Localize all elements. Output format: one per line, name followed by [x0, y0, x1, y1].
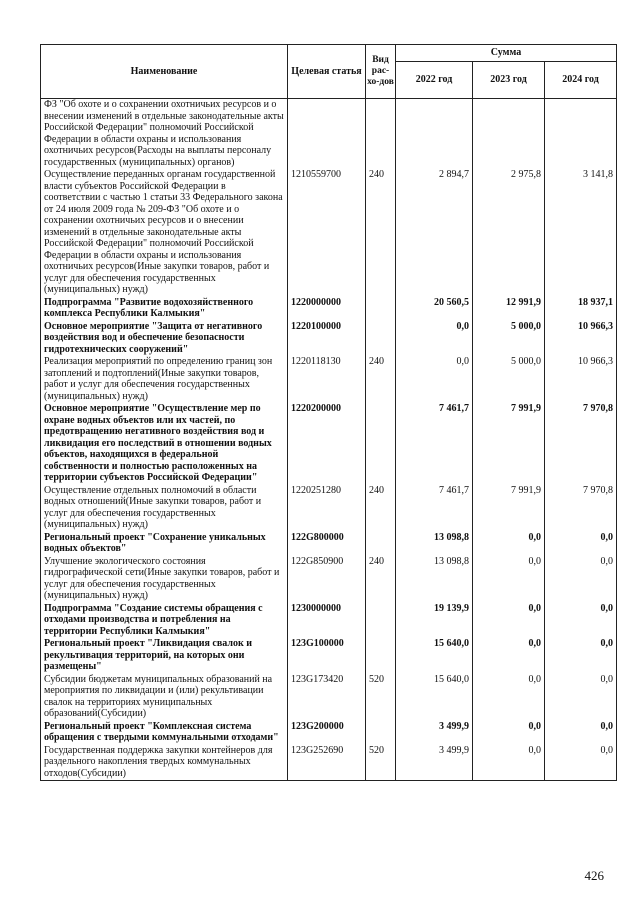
table-row: [41, 674, 617, 721]
row-target-code: 123G252690: [288, 745, 366, 781]
table-row: [41, 356, 617, 403]
table-row: [41, 532, 617, 556]
row-expense-type: 520: [366, 745, 396, 781]
row-value-2022: 15 640,0: [396, 638, 473, 674]
row-name: Подпрограмма "Создание системы обращения с отходами производства и потребления на территории Республики Калмыкия": [41, 603, 288, 639]
row-target-code: 1220118130: [288, 356, 366, 403]
budget-table: [40, 44, 617, 781]
row-value-2024: 10 966,3: [545, 321, 617, 357]
row-expense-type: [366, 321, 396, 357]
row-name: Основное мероприятие "Осуществление мер по охране водных объектов или их частей, по предотвращению негативного воздействия вод и ликвидация его последствий в отношении водных объектов, находящихся в федеральной собственности и полностью расположенных на территории субъектов Российской Федерации": [41, 403, 288, 485]
row-value-2024: 18 937,1: [545, 297, 617, 321]
row-target-code: 1220000000: [288, 297, 366, 321]
row-name: Осуществление переданных органам государственной власти субъектов Российской Федерации в соответствии с частью 1 статьи 33 Федерального закона от 24 июля 2009 года № 209-ФЗ "Об охоте и о сохранении охотничьих ресурсов и о внесении изменений в отдельные законодательные акты Российской Федерации" полномочий Российской Федерации в области охраны и использования охотничьих ресурсов(Иные закупки товаров, работ и услуг для обеспечения государственных (муниципальных) нужд): [41, 169, 288, 297]
row-name: ФЗ "Об охоте и о сохранении охотничьих ресурсов и о внесении изменений в отдельные законодательные акты Российской Федерации" полномочий Российской Федерации в области охраны и использования охотничьих ресурсов(Расходы на выплаты персоналу государственных (муниципальных) органов): [41, 99, 288, 170]
row-target-code: 122G800000: [288, 532, 366, 556]
row-value-2023: 12 991,9: [473, 297, 545, 321]
row-value-2024: 0,0: [545, 721, 617, 745]
row-name: Субсидии бюджетам муниципальных образований на мероприятия по ликвидации и (или) рекультивации свалок на территориях муниципальных образований(Субсидии): [41, 674, 288, 721]
row-value-2022: 3 499,9: [396, 745, 473, 781]
row-target-code: 123G200000: [288, 721, 366, 745]
row-expense-type: [366, 403, 396, 485]
row-target-code: 1220251280: [288, 485, 366, 532]
row-value-2023: 0,0: [473, 674, 545, 721]
row-value-2023: 0,0: [473, 603, 545, 639]
row-value-2023: 5 000,0: [473, 356, 545, 403]
row-value-2024: [545, 99, 617, 170]
row-value-2023: 5 000,0: [473, 321, 545, 357]
row-value-2022: 0,0: [396, 356, 473, 403]
row-target-code: 1220200000: [288, 403, 366, 485]
row-expense-type: 240: [366, 556, 396, 603]
row-value-2022: 13 098,8: [396, 532, 473, 556]
row-value-2024: 3 141,8: [545, 169, 617, 297]
row-value-2022: 19 139,9: [396, 603, 473, 639]
row-value-2022: 15 640,0: [396, 674, 473, 721]
row-value-2024: 0,0: [545, 603, 617, 639]
row-value-2024: 0,0: [545, 638, 617, 674]
header-2022: 2022 год: [396, 62, 473, 99]
row-value-2022: 3 499,9: [396, 721, 473, 745]
row-value-2023: 7 991,9: [473, 403, 545, 485]
row-value-2023: 0,0: [473, 532, 545, 556]
row-value-2024: 7 970,8: [545, 403, 617, 485]
row-target-code: 122G850900: [288, 556, 366, 603]
row-value-2024: 10 966,3: [545, 356, 617, 403]
row-expense-type: [366, 603, 396, 639]
row-value-2024: 7 970,8: [545, 485, 617, 532]
table-row: [41, 603, 617, 639]
row-name: Региональный проект "Сохранение уникальных водных объектов": [41, 532, 288, 556]
row-value-2022: 13 098,8: [396, 556, 473, 603]
row-name: Государственная поддержка закупки контейнеров для раздельного накопления твердых коммунальных отходов(Субсидии): [41, 745, 288, 781]
row-target-code: 1210559700: [288, 169, 366, 297]
table-row: [41, 403, 617, 485]
row-target-code: 1230000000: [288, 603, 366, 639]
table-row: [41, 169, 617, 297]
row-value-2023: 0,0: [473, 556, 545, 603]
row-value-2023: 0,0: [473, 745, 545, 781]
row-target-code: 1220100000: [288, 321, 366, 357]
row-target-code: 123G173420: [288, 674, 366, 721]
row-expense-type: [366, 532, 396, 556]
page-number: 426: [584, 868, 604, 883]
row-expense-type: [366, 99, 396, 170]
row-value-2023: 2 975,8: [473, 169, 545, 297]
table-row: [41, 297, 617, 321]
row-value-2023: 0,0: [473, 638, 545, 674]
row-expense-type: 240: [366, 356, 396, 403]
table-row: [41, 556, 617, 603]
row-value-2022: [396, 99, 473, 170]
row-value-2024: 0,0: [545, 556, 617, 603]
row-name: Региональный проект "Комплексная система обращения с твердыми коммунальными отходами": [41, 721, 288, 745]
row-value-2024: 0,0: [545, 532, 617, 556]
row-name: Основное мероприятие "Защита от негативного воздействия вод и обеспечение безопасности гидротехнических сооружений": [41, 321, 288, 357]
table-row: [41, 721, 617, 745]
header-sum: Сумма: [396, 45, 617, 62]
row-expense-type: [366, 638, 396, 674]
row-value-2024: 0,0: [545, 745, 617, 781]
header-name: Наименование: [41, 45, 288, 99]
row-name: Региональный проект "Ликвидация свалок и рекультивация территорий, на которых они размещены": [41, 638, 288, 674]
header-2023: 2023 год: [473, 62, 545, 99]
table-row: [41, 638, 617, 674]
row-expense-type: 240: [366, 485, 396, 532]
row-value-2023: [473, 99, 545, 170]
row-value-2023: 0,0: [473, 721, 545, 745]
row-value-2022: 20 560,5: [396, 297, 473, 321]
row-value-2022: 7 461,7: [396, 403, 473, 485]
row-name: Улучшение экологического состояния гидрографической сети(Иные закупки товаров, работ и услуг для обеспечения государственных (муниципальных) нужд): [41, 556, 288, 603]
row-name: Реализация мероприятий по определению границ зон затоплений и подтоплений(Иные закупки товаров, работ и услуг для обеспечения государственных (муниципальных) нужд): [41, 356, 288, 403]
row-expense-type: [366, 297, 396, 321]
table-row: [41, 485, 617, 532]
row-expense-type: [366, 721, 396, 745]
table-header: [41, 45, 617, 99]
row-value-2022: 0,0: [396, 321, 473, 357]
row-expense-type: 240: [366, 169, 396, 297]
table-row: [41, 745, 617, 781]
row-value-2022: 7 461,7: [396, 485, 473, 532]
row-expense-type: 520: [366, 674, 396, 721]
table-row: [41, 99, 617, 170]
row-name: Подпрограмма "Развитие водохозяйственного комплекса Республики Калмыкия": [41, 297, 288, 321]
table-row: [41, 321, 617, 357]
row-target-code: [288, 99, 366, 170]
row-target-code: 123G100000: [288, 638, 366, 674]
header-2024: 2024 год: [545, 62, 617, 99]
row-name: Осуществление отдельных полномочий в области водных отношений(Иные закупки товаров, работ и услуг для обеспечения государственных (муниципальных) нужд): [41, 485, 288, 532]
table-body: [41, 99, 617, 781]
row-value-2022: 2 894,7: [396, 169, 473, 297]
row-value-2024: 0,0: [545, 674, 617, 721]
header-vid: Вид рас-хо-дов: [366, 45, 396, 99]
row-value-2023: 7 991,9: [473, 485, 545, 532]
header-target: Целевая статья: [288, 45, 366, 99]
